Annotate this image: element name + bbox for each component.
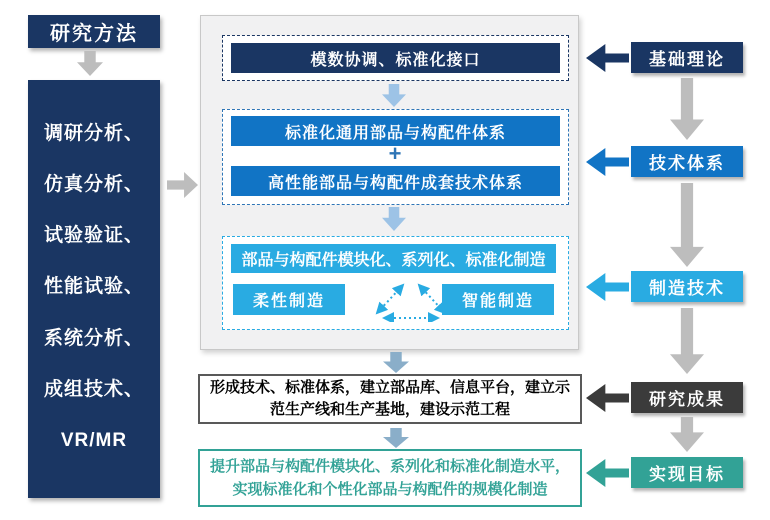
method-item: 系统分析、 — [43, 327, 144, 349]
standard-component-system-bar: 标准化通用部品与构配件体系 — [231, 116, 560, 146]
left-arrow-icon — [586, 273, 629, 301]
dotted-triangle-arrows-icon — [360, 276, 462, 322]
right-arrow-icon — [167, 172, 198, 198]
down-connector-arrow-icon — [670, 308, 704, 374]
left-arrow-icon — [586, 384, 629, 412]
stage-label-technology-system: 技术体系 — [631, 146, 743, 177]
stage-label-manufacturing-technology: 制造技术 — [631, 271, 743, 302]
goal-box: 提升部品与构配件模块化、系列化和标准化制造水平，实现标准化和个性化部品与构配件的规模化制造 — [198, 449, 582, 507]
modular-manufacturing-bar: 部品与构配件模块化、系列化、标准化制造 — [231, 244, 556, 273]
stage-label-achieve-goal: 实现目标 — [631, 457, 743, 488]
down-arrow-icon — [383, 428, 409, 448]
method-item: 调研分析、 — [43, 123, 144, 144]
down-connector-arrow-icon — [670, 183, 704, 267]
stage-label-research-results: 研究成果 — [631, 382, 743, 413]
down-arrow-icon — [77, 51, 103, 76]
method-item: VR/MR — [60, 429, 128, 451]
plus-sign: + — [388, 141, 402, 166]
down-connector-arrow-icon — [670, 78, 704, 140]
left-arrow-icon — [586, 44, 629, 72]
smart-manufacturing-box: 智能制造 — [442, 284, 554, 315]
method-item: 性能试验、 — [43, 276, 144, 298]
method-item: 成组技术、 — [43, 378, 144, 400]
left-arrow-icon — [586, 148, 629, 176]
stage-label-basic-theory: 基础理论 — [631, 42, 743, 73]
high-performance-system-bar: 高性能部品与构配件成套技术体系 — [231, 166, 560, 196]
research-method-title: 研究方法 — [28, 15, 160, 48]
flexible-manufacturing-box: 柔性制造 — [233, 284, 345, 315]
module-coordination-bar: 模数协调、标准化接口 — [231, 43, 560, 73]
left-arrow-icon — [586, 459, 629, 487]
research-results-box: 形成技术、标准体系，建立部品库、信息平台，建立示范生产线和生产基地，建设示范工程 — [198, 374, 582, 424]
method-item: 仿真分析、 — [43, 174, 144, 196]
method-item: 试验验证、 — [43, 225, 144, 247]
methods-list-panel — [28, 80, 160, 498]
down-arrow-icon — [383, 352, 409, 373]
down-connector-arrow-icon — [670, 417, 704, 452]
